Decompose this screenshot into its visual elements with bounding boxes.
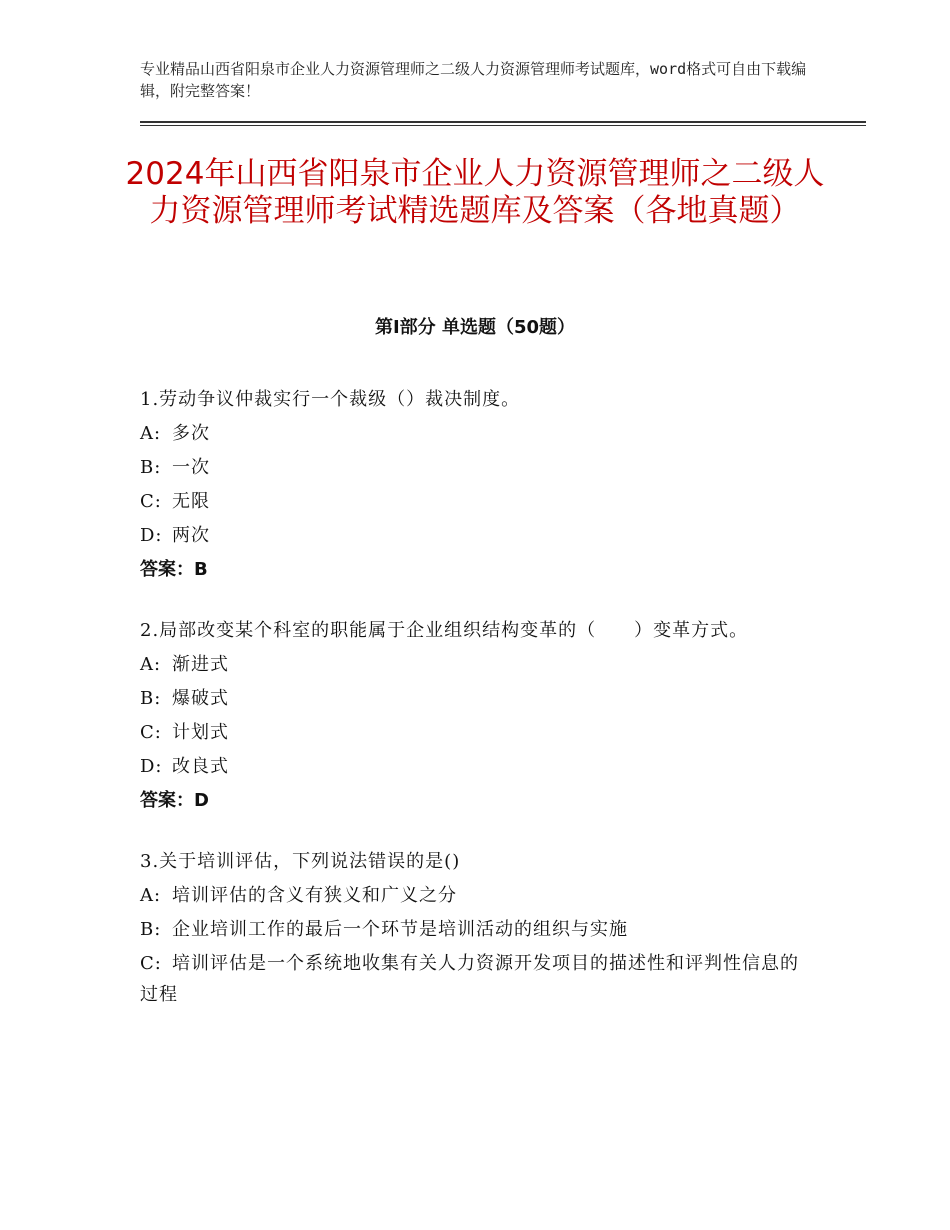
option-text: 改良式 <box>172 756 229 777</box>
option-text: 培训评估是一个系统地收集有关人力资源开发项目的描述性和评判性信息的过程 <box>140 953 799 1005</box>
option-text: 两次 <box>172 525 210 546</box>
option-text: 无限 <box>172 491 210 512</box>
option-letter: B: <box>140 457 162 478</box>
question-option <box>140 486 805 517</box>
question-option <box>140 717 805 748</box>
option-letter: A: <box>140 654 162 675</box>
question-2 <box>140 615 805 816</box>
option-text: 多次 <box>172 423 210 444</box>
option-letter: D: <box>140 756 163 777</box>
question-stem: 1.劳动争议仲裁实行一个裁级（）裁决制度。 <box>140 389 521 410</box>
option-letter: C: <box>140 953 162 974</box>
option-text: 一次 <box>172 457 210 478</box>
question-answer: 答案：B <box>140 559 208 580</box>
question-stem: 3.关于培训评估，下列说法错误的是() <box>140 851 461 872</box>
question-option <box>140 914 805 945</box>
question-3 <box>140 846 805 1010</box>
question-option <box>140 880 805 911</box>
question-answer: 答案：D <box>140 790 209 811</box>
option-letter: C: <box>140 722 162 743</box>
question-1 <box>140 384 805 585</box>
option-letter: D: <box>140 525 163 546</box>
header-divider-thin <box>140 125 866 126</box>
question-list <box>140 384 805 1040</box>
question-option <box>140 452 805 483</box>
question-option <box>140 683 805 714</box>
header-note: 专业精品山西省阳泉市企业人力资源管理师之二级人力资源管理师考试题库，word格式可自由下载编辑，附完整答案！ <box>140 60 807 100</box>
option-letter: C: <box>140 491 162 512</box>
question-option <box>140 751 805 782</box>
question-option <box>140 418 805 449</box>
option-text: 渐进式 <box>172 654 229 675</box>
question-option <box>140 948 805 1010</box>
option-letter: A: <box>140 423 162 444</box>
header-divider-thick <box>140 121 866 123</box>
option-letter: A: <box>140 885 162 906</box>
option-text: 计划式 <box>172 722 229 743</box>
option-letter: B: <box>140 688 162 709</box>
question-option <box>140 649 805 680</box>
option-letter: B: <box>140 919 162 940</box>
section-title: 第Ⅰ部分 单选题（50题） <box>374 317 575 338</box>
option-text: 企业培训工作的最后一个环节是培训活动的组织与实施 <box>172 919 628 940</box>
question-stem: 2.局部改变某个科室的职能属于企业组织结构变革的（ ）变革方式。 <box>140 620 749 641</box>
question-option <box>140 520 805 551</box>
document-title: 2024年山西省阳泉市企业人力资源管理师之二级人力资源管理师考试精选题库及答案（各地真题） <box>125 156 825 229</box>
option-text: 爆破式 <box>172 688 229 709</box>
option-text: 培训评估的含义有狭义和广义之分 <box>172 885 457 906</box>
